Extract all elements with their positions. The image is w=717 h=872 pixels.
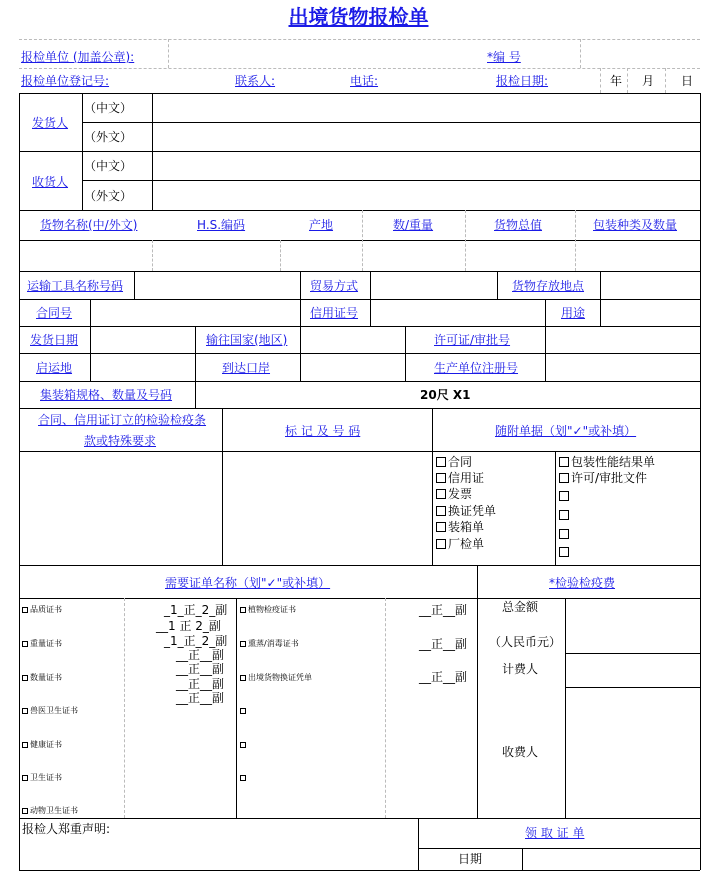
attached-docs-label: 随附单据（划"✓"或补填） (495, 424, 637, 438)
dest-country-label: 输往国家(地区) (206, 333, 288, 347)
quantity-header: 数/重量 (393, 218, 434, 232)
cert-count-6: __正__副 (176, 677, 225, 691)
doc-checkbox-blank-2[interactable] (559, 508, 571, 522)
receiver-label: 收货人 (32, 175, 69, 189)
doc-checkbox-permit-file[interactable]: 许可/审批文件 (559, 471, 647, 485)
currency-label: （人民币元） (489, 635, 562, 649)
doc-checkbox-factory-inspection[interactable]: 厂检单 (436, 537, 484, 551)
doc-checkbox-exchange-voucher[interactable]: 换证凭单 (436, 504, 496, 518)
cert-phytosanitary[interactable]: 植物检疫证书 (240, 605, 296, 615)
cert-blank-2[interactable] (240, 740, 248, 750)
vehicle-label: 运输工具名称号码 (27, 279, 124, 293)
collector-label: 收费人 (502, 745, 539, 759)
doc-checkbox-blank-1[interactable] (559, 489, 571, 503)
cert-health[interactable]: 健康证书 (22, 740, 62, 750)
certs-header: 需要证单名称（划"✓"或补填） (165, 576, 331, 590)
cert-count-1: _1_正_2_副 (164, 603, 228, 617)
year-label: 年 (610, 74, 623, 88)
cert-count-2: __1 正 2_副 (156, 619, 221, 633)
doc-checkbox-invoice[interactable]: 发票 (436, 487, 472, 501)
unit-label: 报检单位 (加盖公章): (21, 50, 135, 64)
contact-label: 联系人: (235, 74, 276, 88)
cert-count-5: __正__副 (176, 662, 225, 676)
doc-checkbox-contract[interactable]: 合同 (436, 455, 472, 469)
total-value-header: 货物总值 (494, 218, 543, 232)
doc-checkbox-blank-4[interactable] (559, 545, 571, 559)
date-label: 报检日期: (496, 74, 549, 88)
origin-header: 产地 (309, 218, 334, 232)
container-value: 20尺 X1 (420, 388, 471, 402)
cert-quality[interactable]: 品质证书 (22, 605, 62, 615)
receiver-zh-label: （中文） (84, 159, 133, 173)
receiver-en-label: （外文） (84, 189, 133, 203)
page-title: 出境货物报检单 (288, 5, 429, 29)
cert-blank-1[interactable] (240, 706, 248, 716)
sender-label: 发货人 (32, 116, 69, 130)
goods-name-header: 货物名称(中/外文) (40, 218, 138, 232)
mid-count-2: __正__副 (419, 637, 468, 651)
cert-veterinary[interactable]: 兽医卫生证书 (22, 706, 78, 716)
lc-no-label: 信用证号 (310, 306, 359, 320)
hs-code-header: H.S.编码 (197, 218, 246, 232)
cert-animal-health[interactable]: 动物卫生证书 (22, 806, 78, 816)
declaration-label: 报检人郑重声明: (22, 822, 111, 836)
producer-reg-label: 生产单位注册号 (434, 361, 519, 375)
clause-label-1: 合同、信用证订立的检验检疫条 (38, 413, 207, 427)
doc-checkbox-lc[interactable]: 信用证 (436, 471, 484, 485)
doc-checkbox-packing-list[interactable]: 装箱单 (436, 520, 484, 534)
sender-en-label: （外文） (84, 130, 133, 144)
footer-date-label: 日期 (458, 852, 483, 866)
collect-certs-label: 领 取 证 单 (525, 826, 585, 840)
cert-count-4: __正__副 (176, 648, 225, 662)
container-label: 集装箱规格、数量及号码 (40, 388, 173, 402)
arrival-port-label: 到达口岸 (222, 361, 271, 375)
total-amount-label: 总金额 (502, 600, 539, 614)
cert-count-7: __正__副 (176, 691, 225, 705)
origin-place-label: 启运地 (36, 361, 73, 375)
ship-date-label: 发货日期 (30, 333, 79, 347)
phone-label: 电话: (350, 74, 379, 88)
day-label: 日 (681, 74, 694, 88)
mid-count-1: __正__副 (419, 603, 468, 617)
cert-weight[interactable]: 重量证书 (22, 639, 62, 649)
cert-exchange-voucher[interactable]: 出境货物换证凭单 (240, 673, 312, 683)
trade-mode-label: 贸易方式 (310, 279, 359, 293)
usage-label: 用途 (561, 306, 586, 320)
clause-label-2: 款或特殊要求 (84, 434, 157, 448)
doc-checkbox-packaging-result[interactable]: 包装性能结果单 (559, 455, 655, 469)
packaging-header: 包装种类及数量 (593, 218, 678, 232)
cert-count-3: _1_正_2_副 (164, 634, 228, 648)
reg-no-label: 报检单位登记号: (21, 74, 110, 88)
cert-fumigation[interactable]: 熏蒸/消毒证书 (240, 639, 299, 649)
month-label: 月 (642, 74, 655, 88)
permit-label: 许可证/审批号 (434, 333, 511, 347)
cert-quantity[interactable]: 数量证书 (22, 673, 62, 683)
storage-label: 货物存放地点 (512, 279, 585, 293)
number-label: *编 号 (487, 50, 521, 64)
fee-header: *检验检疫费 (549, 576, 616, 590)
marks-label: 标 记 及 号 码 (285, 424, 361, 438)
cert-blank-3[interactable] (240, 773, 248, 783)
sender-zh-label: （中文） (84, 101, 133, 115)
cert-sanitary[interactable]: 卫生证书 (22, 773, 62, 783)
mid-count-3: __正__副 (419, 670, 468, 684)
doc-checkbox-blank-3[interactable] (559, 527, 571, 541)
contract-no-label: 合同号 (36, 306, 73, 320)
fee-person-label: 计费人 (502, 662, 539, 676)
